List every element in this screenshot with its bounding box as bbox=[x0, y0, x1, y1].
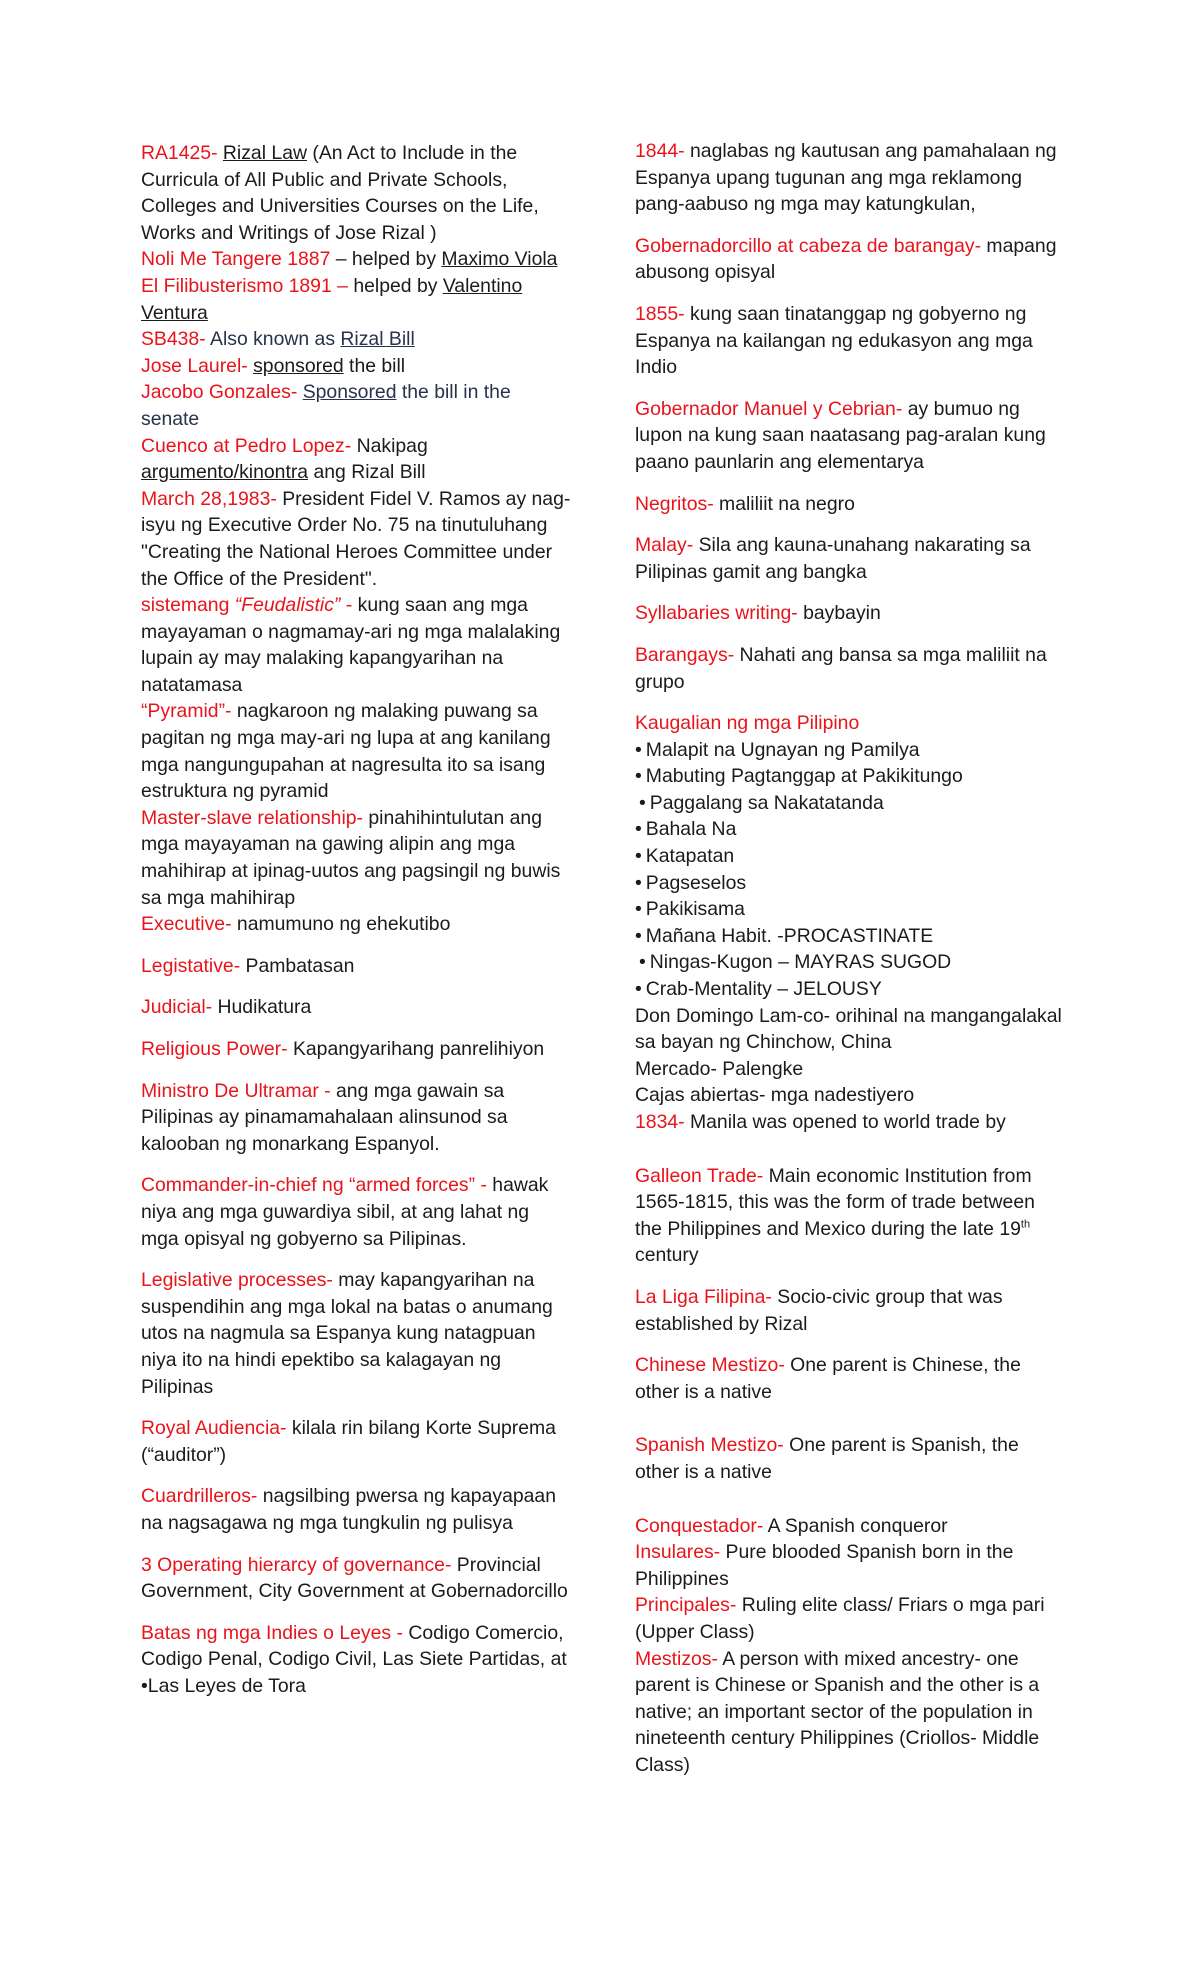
definition: (An Act to Include in the Curricula of All Public and Private Schools, Colleges and Universities Courses on the Life, Works and Writings of Jose Rizal ) bbox=[141, 142, 539, 244]
definition: – helped by bbox=[330, 248, 442, 271]
term: Royal Audiencia- bbox=[141, 1417, 287, 1440]
term: sistemang bbox=[141, 594, 235, 617]
definition: Pure blooded Spanish born in the Philippines bbox=[635, 1541, 1014, 1590]
entry-spanish-mestizo bbox=[635, 1432, 1067, 1485]
term: Cuenco at Pedro Lopez- bbox=[141, 434, 352, 457]
term: RA1425- bbox=[141, 142, 218, 164]
definition: helped by bbox=[347, 274, 443, 297]
list-item: • Paggalang sa Nakatatanda bbox=[639, 791, 884, 814]
term: 3 Operating hierarcy of governance- bbox=[141, 1553, 452, 1576]
bullet-icon: • bbox=[635, 898, 642, 921]
term: Spanish Mestizo- bbox=[635, 1434, 784, 1457]
definition: ay bumuo ng lupon na kung saan naatasang pag-aralan kung paano paunlarin ang elementarya bbox=[635, 397, 1046, 473]
left-column bbox=[141, 140, 571, 1699]
entry-gonzales bbox=[141, 379, 571, 432]
list-item: • Katapatan bbox=[635, 845, 735, 868]
term: Syllabaries writing- bbox=[635, 602, 798, 625]
entry-barangays bbox=[635, 642, 1067, 695]
definition: the bill bbox=[343, 354, 406, 377]
definition: One parent is Spanish, the other is a native bbox=[635, 1434, 1019, 1483]
person: Valentino Ventura bbox=[141, 274, 523, 324]
definition: ang mga gawain sa Pilipinas ay pinamamahalaan alinsunod sa kalooban ng monarkang Espanyol. bbox=[141, 1079, 508, 1155]
entry-mestizos bbox=[635, 1646, 1067, 1779]
entry-judicial bbox=[141, 994, 571, 1021]
entry-religious bbox=[141, 1036, 571, 1063]
bullet-icon: • bbox=[635, 924, 642, 947]
definition: Provincial Government, City Government at Gobernadorcillo bbox=[141, 1553, 568, 1603]
definition: One parent is Chinese, the other is a native bbox=[635, 1354, 1021, 1403]
definition: President Fidel V. Ramos ay nag-isyu ng Executive Order No. 75 na tinutuluhang "Creating the National Heroes Committee under the Office of the President". bbox=[141, 487, 571, 590]
bullet-icon: • bbox=[635, 818, 642, 841]
entry-cuenco bbox=[141, 433, 571, 486]
bullet-icon: • bbox=[639, 791, 646, 814]
bullet-icon: • bbox=[639, 951, 646, 974]
term: Legistative- bbox=[141, 954, 241, 977]
bullet-icon: • bbox=[635, 978, 642, 1001]
entry-principales bbox=[635, 1592, 1067, 1645]
definition: nagkaroon ng malaking puwang sa pagitan ng mga may-ari ng lupa at ang kanilang mga nangungupahan at nagresulta ito sa isang estruktura ng pyramid bbox=[141, 700, 551, 803]
entry-pyramid bbox=[141, 698, 571, 804]
term: Legislative processes- bbox=[141, 1269, 333, 1292]
entry-1844 bbox=[635, 138, 1067, 218]
term-dash: - bbox=[340, 594, 353, 617]
term: Negritos- bbox=[635, 492, 714, 515]
definition: Nakipag bbox=[351, 434, 428, 457]
term: Mestizos- bbox=[635, 1647, 718, 1670]
definition: nagsilbing pwersa ng kapayapaan na nagsagawa ng mga tungkulin ng pulisya bbox=[141, 1485, 556, 1534]
entry-cuadrilleros bbox=[141, 1483, 571, 1536]
definition: A person with mixed ancestry- one parent is Chinese or Spanish and the other is a native; an important sector of the population in nineteenth century Philippines (Criollos- Middle Class) bbox=[635, 1647, 1040, 1776]
definition: mapang abusong opisyal bbox=[635, 234, 1057, 284]
term: Jacobo Gonzales- bbox=[141, 381, 298, 404]
term: Principales- bbox=[635, 1594, 737, 1617]
definition: A Spanish conqueror bbox=[763, 1514, 948, 1537]
term: Galleon Trade- bbox=[635, 1164, 764, 1187]
entry-cajas: Cajas abiertas- mga nadestiyero bbox=[635, 1084, 915, 1107]
entry-syllabaries bbox=[635, 600, 1067, 627]
definition: Socio-civic group that was established by Rizal bbox=[635, 1285, 1003, 1335]
definition: Pambatasan bbox=[240, 954, 355, 977]
entry-conquestador bbox=[635, 1513, 1067, 1540]
entry-commander bbox=[141, 1172, 571, 1252]
entry-domingo: Don Domingo Lam-co- orihinal na mangangalakal sa bayan ng Chinchow, China bbox=[635, 1004, 1062, 1054]
entry-batas bbox=[141, 1620, 571, 1700]
term: Chinese Mestizo- bbox=[635, 1354, 785, 1377]
entry-feudal bbox=[141, 592, 571, 698]
list-item: • Ningas-Kugon – MAYRAS SUGOD bbox=[639, 951, 952, 974]
definition: Sila ang kauna-unahang nakarating sa Pilipinas gamit ang bangka bbox=[635, 534, 1031, 583]
term-italic: “Feudalistic” bbox=[234, 594, 341, 617]
term: Executive- bbox=[141, 913, 232, 936]
entry-hierarchy bbox=[141, 1552, 571, 1605]
entry-1855 bbox=[635, 301, 1067, 381]
entry-1834 bbox=[635, 1109, 1067, 1136]
term: Noli Me Tangere 1887 bbox=[141, 248, 331, 271]
person: Maximo Viola bbox=[441, 248, 558, 271]
definition-tail: century bbox=[635, 1244, 699, 1267]
definition: Ruling elite class/ Friars o mga pari (Upper Class) bbox=[635, 1594, 1045, 1643]
definition: the bill in the senate bbox=[141, 381, 511, 430]
verb: sponsored bbox=[253, 354, 344, 377]
entry-ra1425 bbox=[141, 140, 571, 246]
term: Master-slave relationship- bbox=[141, 806, 363, 829]
entry-la-liga bbox=[635, 1284, 1067, 1337]
definition: kung saan tinatanggap ng gobyerno ng Espanya na kailangan ng edukasyon ang mga Indio bbox=[635, 302, 1033, 379]
list-item: • Crab-Mentality – JELOUSY bbox=[635, 978, 882, 1001]
entry-negritos bbox=[635, 491, 1067, 518]
list-item: • Malapit na Ugnayan ng Pamilya bbox=[635, 738, 920, 761]
definition-tail: ang Rizal Bill bbox=[308, 461, 426, 484]
list-item: • Pagseselos bbox=[635, 871, 747, 894]
verb: argumento/kinontra bbox=[141, 461, 309, 484]
superscript: th bbox=[1020, 1218, 1031, 1231]
term: SB438- bbox=[141, 328, 206, 351]
section-heading-kaugalian bbox=[635, 710, 1067, 737]
entry-legislative-processes bbox=[141, 1267, 571, 1400]
definition: kilala rin bilang Korte Suprema (“auditor”) bbox=[141, 1417, 556, 1466]
definition: Also known as bbox=[205, 328, 341, 351]
entry-noli bbox=[141, 246, 571, 273]
term: Conquestador- bbox=[635, 1514, 764, 1537]
entry-gobernadorcillo bbox=[635, 233, 1067, 286]
definition: naglabas ng kautusan ang pamahalaan ng Espanya upang tugunan ang mga reklamong pang-aabuso ng mga may katungkulan, bbox=[635, 140, 1057, 216]
term: Religious Power- bbox=[141, 1038, 288, 1060]
term: Batas ng mga Indies o Leyes - bbox=[141, 1621, 403, 1644]
definition: maliliit na negro bbox=[713, 492, 855, 515]
bullet-icon: • bbox=[635, 765, 642, 788]
definition: baybayin bbox=[797, 602, 881, 625]
verb: Sponsored bbox=[302, 381, 397, 404]
definition: Nahati ang bansa sa mga maliliit na grupo bbox=[635, 643, 1047, 693]
term: La Liga Filipina- bbox=[635, 1285, 772, 1308]
definition: pinahihintulutan ang mga mayayaman na gawing alipin ang mga mahihirap at ipinag-uutos ang pagsingil ng buwis sa mga mahihirap bbox=[141, 806, 561, 909]
definition: Kapangyarihang panrelihiyon bbox=[287, 1038, 545, 1060]
definition: Manila was opened to world trade by bbox=[684, 1111, 1006, 1133]
entry-ministro bbox=[141, 1078, 571, 1158]
term: Cuardrilleros- bbox=[141, 1485, 258, 1508]
term: 1844- bbox=[635, 140, 685, 162]
entry-master-slave bbox=[141, 805, 571, 911]
list-item: • Mañana Habit. -PROCASTINATE bbox=[635, 924, 934, 947]
definition: kung saan ang mga mayayaman o nagmamay-ari ng mga malalaking lupain ay may malaking kapangyarihan na natatamasa bbox=[141, 594, 561, 696]
entry-legislative bbox=[141, 953, 571, 980]
term: Judicial- bbox=[141, 996, 213, 1019]
definition: namumuno ng ehekutibo bbox=[231, 913, 451, 936]
term: 1834- bbox=[635, 1111, 685, 1133]
definition: Codigo Comercio, Codigo Penal, Codigo Civil, Las Siete Partidas, at •Las Leyes de Tora bbox=[141, 1621, 567, 1697]
term: “Pyramid”- bbox=[141, 700, 232, 723]
traits-list bbox=[635, 737, 1067, 1003]
term: Ministro De Ultramar - bbox=[141, 1079, 331, 1102]
term: Insulares- bbox=[635, 1541, 721, 1564]
law-name: Rizal Law bbox=[222, 142, 307, 164]
right-column bbox=[635, 140, 1067, 1778]
entry-malay bbox=[635, 532, 1067, 585]
bullet-icon: • bbox=[635, 871, 642, 894]
definition: Main economic Institution from 1565-1815, this was the form of trade between the Philippines and Mexico during the late 19 bbox=[635, 1164, 1035, 1240]
term: Barangays- bbox=[635, 643, 735, 666]
term: Malay- bbox=[635, 534, 694, 557]
list-item: • Pakikisama bbox=[635, 898, 745, 921]
list-item: • Bahala Na bbox=[635, 818, 737, 841]
term: March 28,1983- bbox=[141, 487, 277, 510]
entry-laurel bbox=[141, 353, 571, 380]
term: Gobernador Manuel y Cebrian- bbox=[635, 397, 903, 420]
term: Commander-in-chief ng “armed forces” - bbox=[141, 1174, 487, 1197]
bullet-icon: • bbox=[635, 845, 642, 868]
term: 1855- bbox=[635, 302, 685, 325]
term: El Filibusterismo 1891 – bbox=[141, 274, 348, 297]
definition: hawak niya ang mga guwardiya sibil, at ang lahat ng mga opisyal ng gobyerno sa Pilipinas. bbox=[141, 1174, 549, 1250]
entry-chinese-mestizo bbox=[635, 1352, 1067, 1405]
entry-executive bbox=[141, 911, 571, 938]
term: Jose Laurel- bbox=[141, 354, 248, 377]
term: Gobernadorcillo at cabeza de barangay- bbox=[635, 234, 982, 257]
entry-march bbox=[141, 486, 571, 592]
bullet-icon: • bbox=[635, 738, 642, 761]
list-item: • Mabuting Pagtanggap at Pakikitungo bbox=[635, 765, 963, 788]
entry-royal-audiencia bbox=[141, 1415, 571, 1468]
definition: Hudikatura bbox=[212, 996, 312, 1019]
heading: Kaugalian ng mga Pilipino bbox=[635, 712, 860, 735]
entry-galleon bbox=[635, 1163, 1067, 1269]
bill-name: Rizal Bill bbox=[340, 328, 415, 351]
definition: may kapangyarihan na suspendihin ang mga lokal na batas o anumang utos na nagmula sa Espanya kung natagpuan niya ito na hindi epektibo sa kalagayan ng Pilipinas bbox=[141, 1269, 553, 1398]
entry-fili bbox=[141, 273, 571, 326]
entry-mercado: Mercado- Palengke bbox=[635, 1057, 804, 1080]
entry-sb438 bbox=[141, 326, 571, 353]
entry-insulares bbox=[635, 1539, 1067, 1592]
entry-cebrian bbox=[635, 396, 1067, 476]
